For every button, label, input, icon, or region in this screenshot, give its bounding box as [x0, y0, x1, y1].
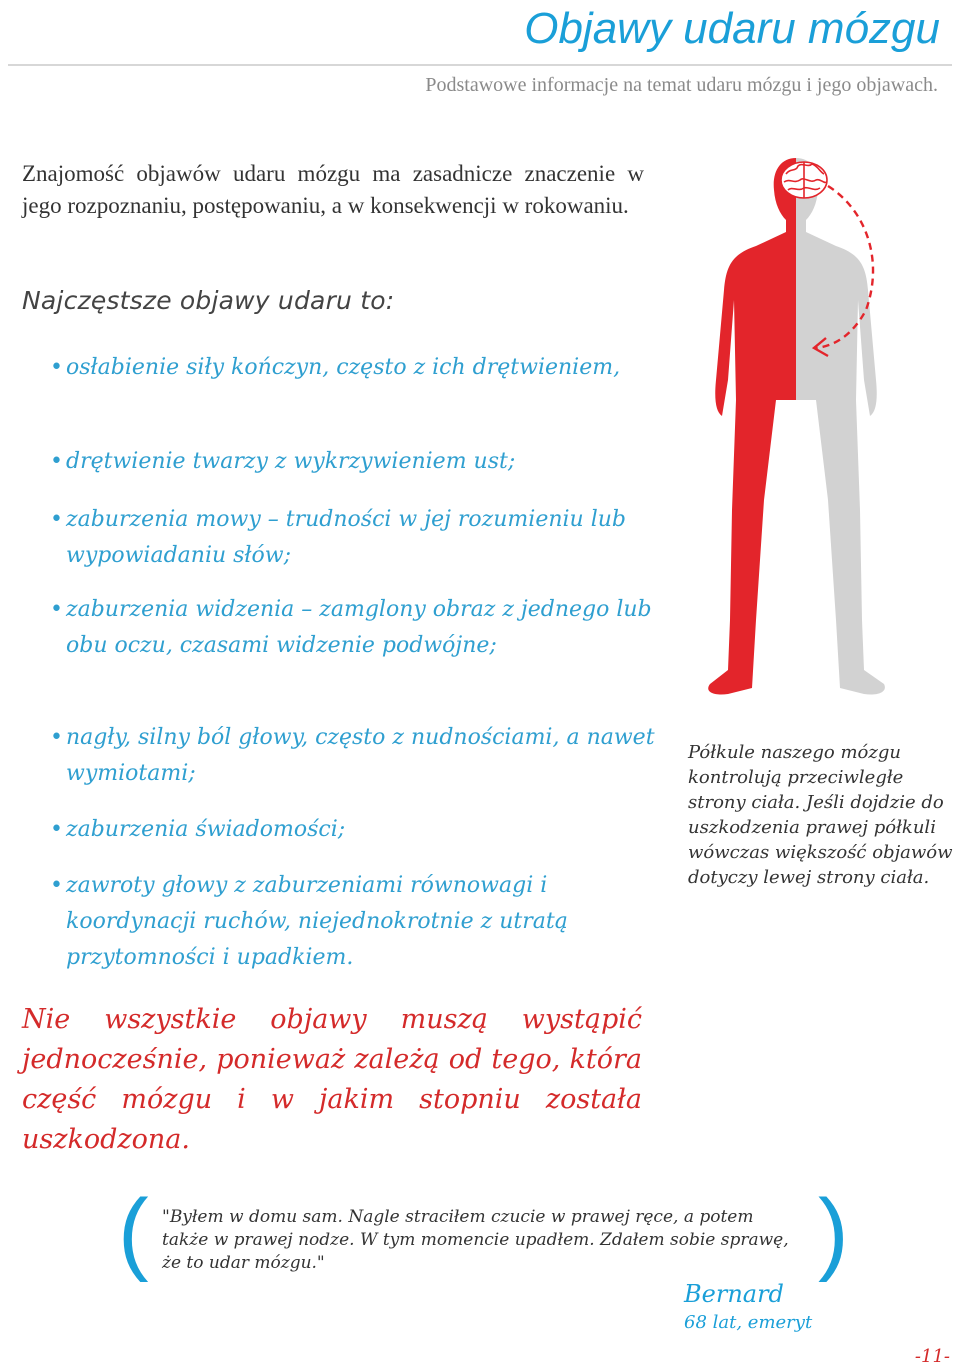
list-item: • zaburzenia widzenia – zamglony obraz z jednego lub obu oczu, czasami widzenie podwójne; — [66, 592, 666, 664]
hemisphere-note: Półkule naszego mózgu kontrolują przeciwległe strony ciała. Jeśli dojdzie do uszkodzenia prawej półkuli wówczas większość objawów dotyczy lewej strony ciała. — [688, 742, 953, 888]
quote-open-paren: ( — [118, 1181, 149, 1283]
list-item: • zaburzenia mowy – trudności w jej rozumieniu lub wypowiadaniu słów; — [66, 502, 666, 574]
quote-author-info: 68 lat, emeryt — [684, 1312, 813, 1333]
list-item: • zaburzenia świadomości; — [66, 812, 666, 848]
quote-close-paren: ) — [818, 1181, 849, 1283]
brain-icon — [781, 162, 827, 198]
list-item: • zawroty głowy z zaburzeniami równowagi i koordynacji ruchów, niejednokrotnie z utratą przytomności i upadkiem. — [66, 868, 666, 976]
list-item: • nagły, silny ból głowy, często z nudnościami, a nawet wymiotami; — [66, 720, 666, 792]
intro-paragraph: Znajomość objawów udaru mózgu ma zasadnicze znaczenie w jego rozpoznaniu, postępowaniu, a w konsekwencji w rokowaniu. — [22, 161, 644, 218]
list-item: • drętwienie twarzy z wykrzywieniem ust; — [66, 444, 666, 480]
page-title: Objawy udaru mózgu — [524, 4, 940, 53]
page-number: -11- — [914, 1346, 950, 1367]
figure-red-half — [708, 158, 796, 695]
header-divider — [8, 64, 952, 66]
figure-gray-half — [796, 158, 885, 695]
quote-author: Bernard — [684, 1280, 784, 1308]
human-figure-illustration — [700, 150, 890, 710]
symptoms-heading: Najczęstsze objawy udaru to: — [22, 286, 395, 315]
patient-quote: "Byłem w domu sam. Nagle straciłem czucie w prawej ręce, a potem także w prawej nodze. W tym momencie upadłem. Zdałem sobie sprawę, że to udar mózgu." — [162, 1207, 789, 1273]
list-item: • osłabienie siły kończyn, często z ich drętwieniem, — [66, 350, 666, 386]
page-subtitle: Podstawowe informacje na temat udaru mózgu i jego objawach. — [425, 74, 938, 96]
warning-note: Nie wszystkie objawy muszą wystąpić jednocześnie, ponieważ zależą od tego, która część mózgu i w jakim stopniu została uszkodzona. — [22, 1004, 642, 1155]
